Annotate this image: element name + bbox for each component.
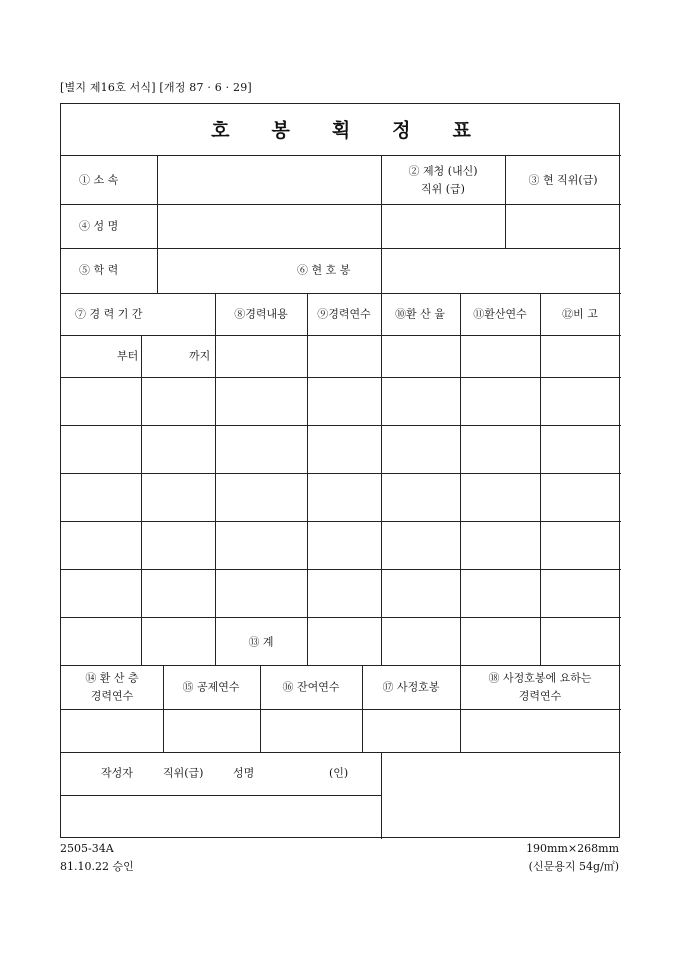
career-content-header: ⑧경력내용 — [234, 307, 288, 321]
required-career-label: ⑱ 사정호봉에 요하는 — [488, 671, 592, 685]
form-title: 호봉획정표 — [211, 119, 513, 142]
career-period-header: ⑦ 경 력 기 간 — [75, 307, 143, 321]
name-label: ④ 성 명 — [79, 219, 119, 233]
period-from-label: 부터 — [117, 349, 139, 363]
form-code: 2505-34A — [60, 842, 114, 855]
assessed-step-label: ⑰ 사정호봉 — [382, 680, 440, 694]
converted-career-label: ⑭ 환 산 층 — [85, 671, 139, 685]
period-to-label: 까지 — [189, 349, 211, 363]
author-label: 작성자 — [101, 766, 133, 780]
author-name-label: 성명 — [233, 766, 255, 780]
remaining-years-label: ⑯ 잔여연수 — [282, 680, 340, 694]
step-assessment-form — [60, 103, 620, 838]
nominated-position-label-2: 직위 (급) — [421, 182, 465, 196]
paper-size: 190mm×268mm — [526, 842, 619, 855]
education-label: ⑤ 학 력 — [79, 263, 119, 277]
career-years-header: ⑨경력연수 — [317, 307, 371, 321]
remarks-header: ⑫비 고 — [562, 307, 598, 321]
current-position-label: ③ 현 직위(급) — [528, 173, 598, 187]
nominated-position-label: ② 제청 (내신) — [408, 164, 478, 178]
current-step-label: ⑥ 현 호 봉 — [297, 263, 351, 277]
paper-type: (신문용지 54g/㎡) — [528, 860, 619, 873]
conversion-rate-header: ⑩환 산 율 — [395, 307, 445, 321]
affiliation-label: ① 소 속 — [79, 173, 119, 187]
total-label: ⑬ 계 — [248, 635, 274, 649]
deducted-years-label: ⑮ 공제연수 — [182, 680, 240, 694]
converted-career-label-2: 경력연수 — [90, 689, 134, 703]
author-seal-label: (인) — [329, 766, 349, 780]
converted-years-header: ⑪환산연수 — [473, 307, 527, 321]
form-reference: [별지 제16호 서식] [개정 87 · 6 · 29] — [60, 81, 252, 94]
approval-date: 81.10.22 승인 — [60, 860, 134, 873]
required-career-label-2: 경력연수 — [518, 689, 562, 703]
author-position-label: 직위(급) — [163, 766, 204, 780]
